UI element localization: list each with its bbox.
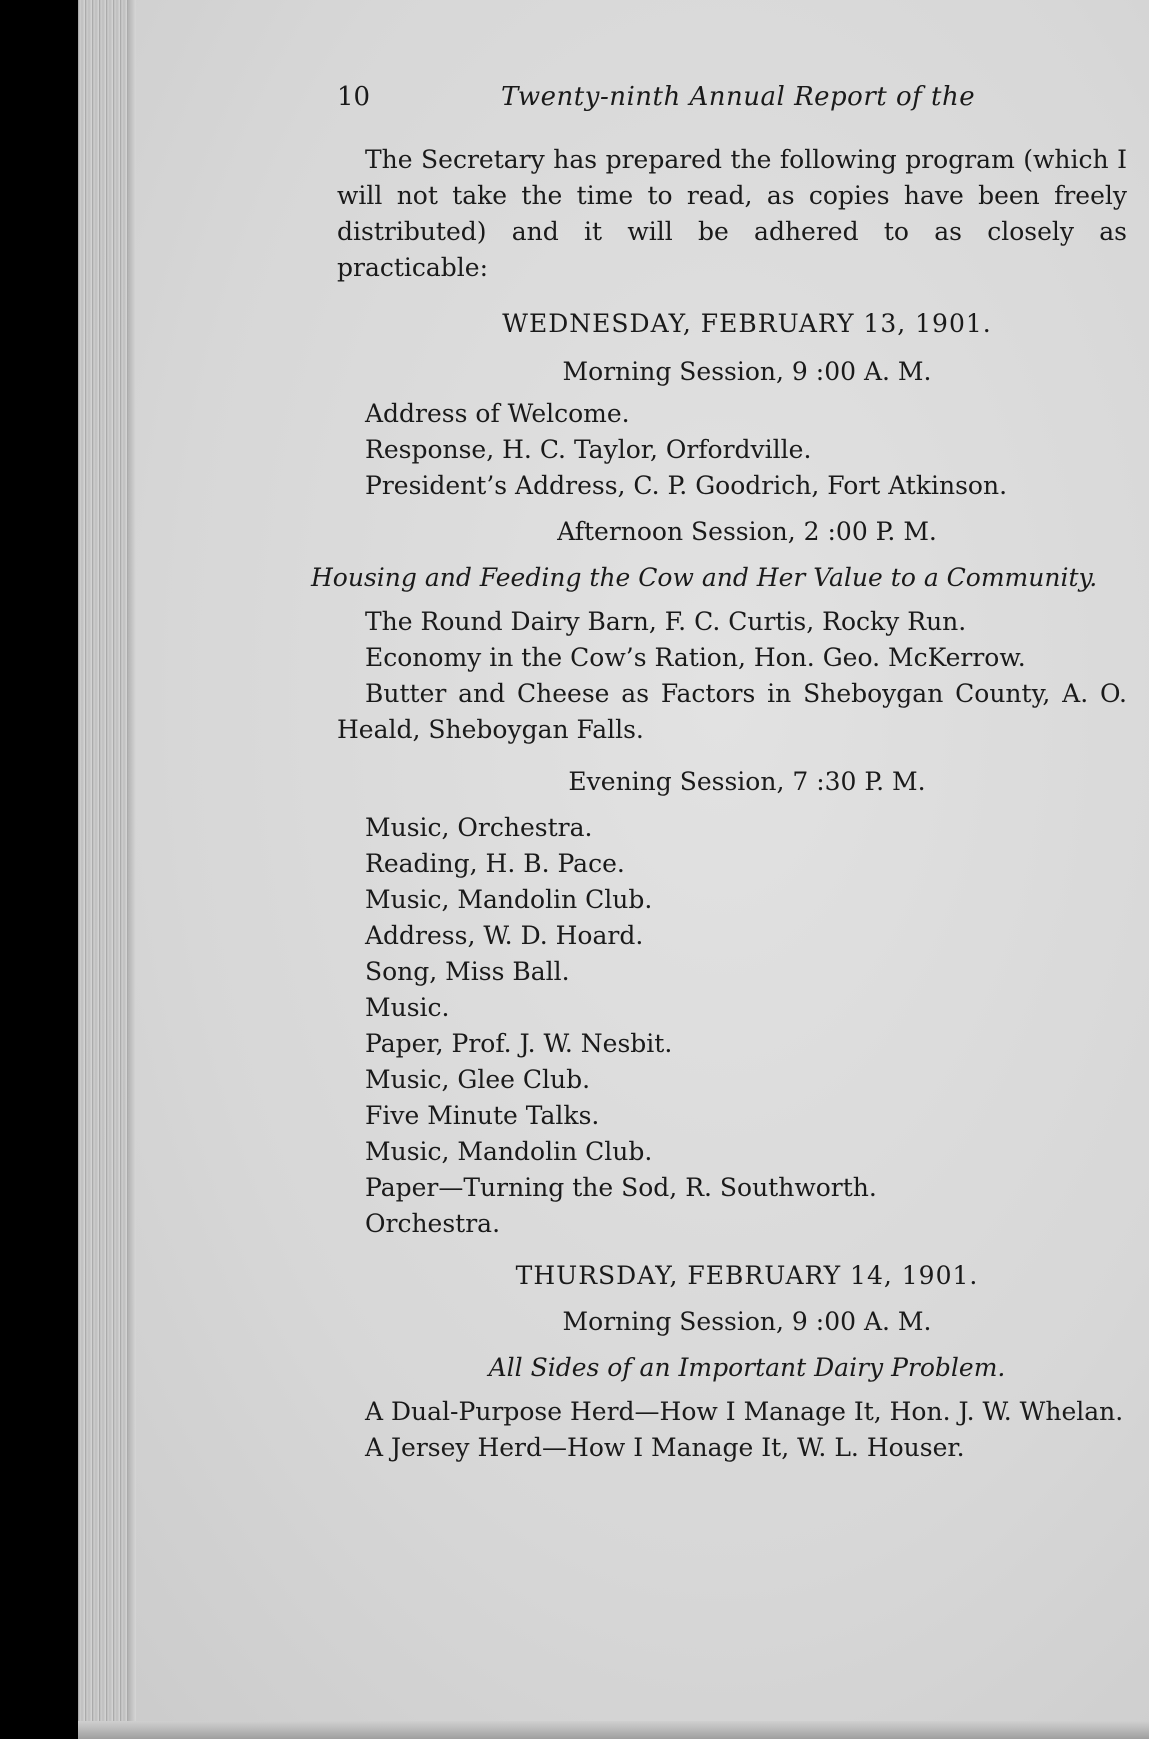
program-item: President’s Address, C. P. Goodrich, Fort Atkinson. — [365, 471, 1008, 500]
program-item: Paper, Prof. J. W. Nesbit. — [365, 1029, 673, 1058]
session-subtitle-thu-morning: All Sides of an Important Dairy Problem. — [488, 1353, 1006, 1382]
program-item: Address of Welcome. — [365, 399, 630, 428]
session-items-wed-afternoon — [337, 604, 1127, 748]
program-item: Orchestra. — [365, 1209, 501, 1238]
session-items-wed-evening — [337, 810, 1127, 1242]
page-bottom-edge — [78, 1721, 1149, 1739]
program-item: Music, Orchestra. — [365, 813, 593, 842]
session-title-wed-morning: Morning Session, 9 :00 A. M. — [562, 357, 932, 386]
session-title-wed-evening: Evening Session, 7 :30 P. M. — [568, 767, 926, 796]
program-item: Economy in the Cow’s Ration, Hon. Geo. McKerrow. — [365, 643, 1026, 672]
session-items-wed-morning — [337, 396, 1127, 504]
day-heading-wednesday: WEDNESDAY, FEBRUARY 13, 1901. — [502, 309, 992, 338]
program-item: Music, Glee Club. — [365, 1065, 591, 1094]
program-item: Reading, H. B. Pace. — [365, 849, 625, 878]
program-item: Music, Mandolin Club. — [365, 1137, 653, 1166]
program-item: Address, W. D. Hoard. — [365, 921, 644, 950]
session-title-thu-morning: Morning Session, 9 :00 A. M. — [562, 1307, 932, 1336]
program-item: The Round Dairy Barn, F. C. Curtis, Rocky Run. — [365, 607, 967, 636]
session-items-thu-morning — [337, 1394, 1127, 1466]
program-item: A Dual-Purpose Herd—How I Manage It, Hon. J. W. Whelan. — [365, 1397, 1124, 1426]
program-item: Butter and Cheese as Factors in Sheboygan County, A. O. Heald, Sheboygan Falls. — [337, 679, 1127, 744]
program-item: Paper—Turning the Sod, R. Southworth. — [365, 1173, 877, 1202]
page-body — [311, 142, 1127, 1466]
program-item: Music. — [365, 993, 450, 1022]
program-item: Response, H. C. Taylor, Orfordville. — [365, 435, 812, 464]
book-binding-shadow — [0, 0, 80, 1739]
program-item: A Jersey Herd—How I Manage It, W. L. Houser. — [365, 1433, 965, 1462]
program-item: Five Minute Talks. — [365, 1101, 600, 1130]
day-heading-thursday: THURSDAY, FEBRUARY 14, 1901. — [515, 1261, 979, 1290]
page-edge-stack — [78, 0, 128, 1739]
page-number: 10 — [337, 82, 371, 112]
intro-paragraph: The Secretary has prepared the following program (which I will not take the time to read, as copies have been freely distributed) and it will be adhered to as closely as practicable: — [337, 145, 1127, 282]
session-title-wed-afternoon: Afternoon Session, 2 :00 P. M. — [557, 517, 937, 546]
program-item: Song, Miss Ball. — [365, 957, 570, 986]
program-item: Music, Mandolin Club. — [365, 885, 653, 914]
session-subtitle-wed-afternoon: Housing and Feeding the Cow and Her Value to a Community. — [311, 563, 1098, 592]
running-title: Twenty-ninth Annual Report of the — [501, 82, 976, 112]
